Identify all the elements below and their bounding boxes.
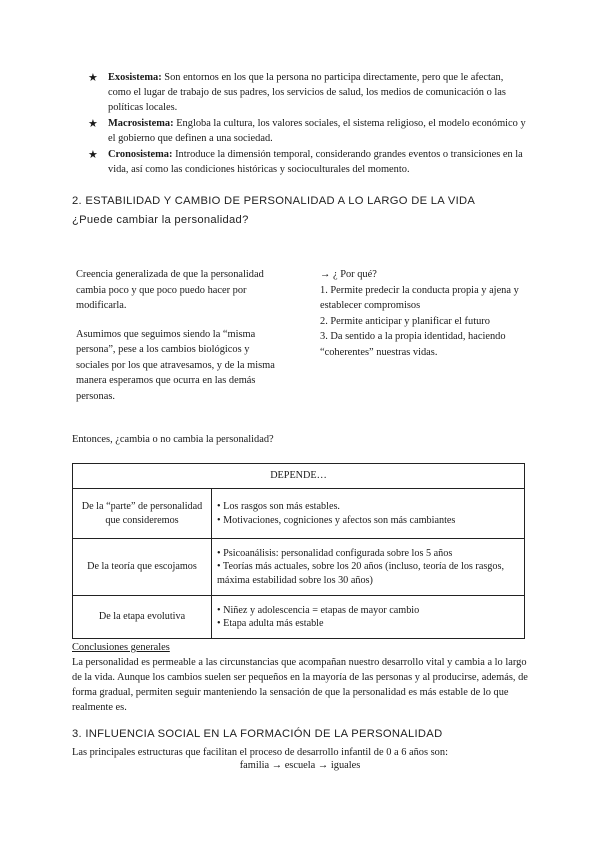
row-item: • Psicoanálisis: personalidad configurada sobre los 5 años (217, 547, 453, 559)
question-line: Entonces, ¿cambia o no cambia la personalidad? (72, 434, 274, 445)
row-item: • Motivaciones, cogniciones y afectos son más cambiantes (217, 514, 456, 526)
row-values (212, 596, 525, 639)
row-item: • Teorías más actuales, sobre los 20 años (incluso, teoría de los rasgos, máxima estabilidad sobre los 30 años) (217, 561, 504, 586)
reason-item: 1. Permite predecir la conducta propia y ajena y establecer compromisos (320, 284, 519, 311)
bullet-term: Macrosistema: (108, 118, 174, 129)
left-paragraph-2: Asumimos que seguimos siendo la “misma persona”, pese a los cambios biológicos y sociales por los que atravesamos, y de la misma manera esperamos que ocurra en las demás personas. (76, 328, 275, 402)
row-label: De la teoría que escojamos (73, 539, 212, 596)
row-values (212, 489, 525, 539)
conclusions-block (72, 640, 532, 715)
table-row (73, 596, 525, 639)
right-column (320, 267, 542, 360)
bullet-text: Introduce la dimensión temporal, considerando grandes eventos o transiciones en la vida, así como las condiciones históricas y socioculturales del momento. (108, 149, 523, 175)
depende-table (72, 463, 525, 639)
bullet-cronosistema (88, 147, 528, 177)
row-item: • Etapa adulta más estable (217, 618, 324, 629)
bullet-text: Engloba la cultura, los valores sociales, el sistema religioso, el modelo económico y el gobierno que definen a una sociedad. (108, 118, 526, 144)
conclusions-text: La personalidad es permeable a las circunstancias que acompañan nuestro desarrollo vital y cambia a lo largo de la vida. Aunque los cambios suelen ser pequeños en la mayoría de las personas y al producirse, además, de forma gradual, permiten seguir manteniendo la sensación de que la personalidad es más estable de lo que realmente es. (72, 657, 528, 713)
reason-item: 2. Permite anticipar y planificar el futuro (320, 315, 490, 327)
row-item: • Niñez y adolescencia = etapas de mayor cambio (217, 604, 420, 616)
table-row (73, 489, 525, 539)
right-column-heading: → ¿ Por qué? (320, 269, 377, 280)
star-bullet-icon: ★ (88, 117, 98, 130)
bullet-term: Cronosistema: (108, 149, 173, 160)
row-values (212, 539, 525, 596)
row-label: De la etapa evolutiva (73, 596, 212, 639)
table-header: DEPENDE… (73, 464, 525, 489)
bullet-text: Son entornos en los que la persona no participa directamente, pero que le afectan, como el lugar de trabajo de sus padres, los servicios de salud, los medios de comunicación o las políticas locales. (108, 72, 506, 113)
reason-item: 3. Da sentido a la propia identidad, haciendo “coherentes” nuestras vidas. (320, 331, 506, 358)
development-flow: familia → escuela → iguales (239, 760, 361, 771)
row-label: De la “parte” de personalidad que consideremos (73, 489, 212, 539)
section-2-question: ¿Puede cambiar la personalidad? (72, 214, 249, 226)
section-3-title: 3. INFLUENCIA SOCIAL EN LA FORMACIÓN DE LA PERSONALIDAD (72, 728, 443, 740)
table-row (73, 539, 525, 596)
bullet-term: Exosistema: (108, 72, 162, 83)
star-bullet-icon: ★ (88, 148, 98, 161)
section-2-title: 2. ESTABILIDAD Y CAMBIO DE PERSONALIDAD A LO LARGO DE LA VIDA (72, 195, 476, 207)
conclusions-heading: Conclusiones generales (72, 642, 170, 653)
section-3-text: Las principales estructuras que facilitan el proceso de desarrollo infantil de 0 a 6 años son: (72, 747, 448, 758)
bullet-macrosistema (88, 116, 528, 146)
bullet-exosistema (88, 70, 528, 115)
row-item: • Los rasgos son más estables. (217, 501, 340, 512)
ecosystem-bullet-list (88, 70, 528, 178)
left-column (76, 267, 276, 404)
left-paragraph-1: Creencia generalizada de que la personalidad cambia poco y que poco puedo hacer por modificarla. (76, 269, 264, 311)
star-bullet-icon: ★ (88, 71, 98, 84)
